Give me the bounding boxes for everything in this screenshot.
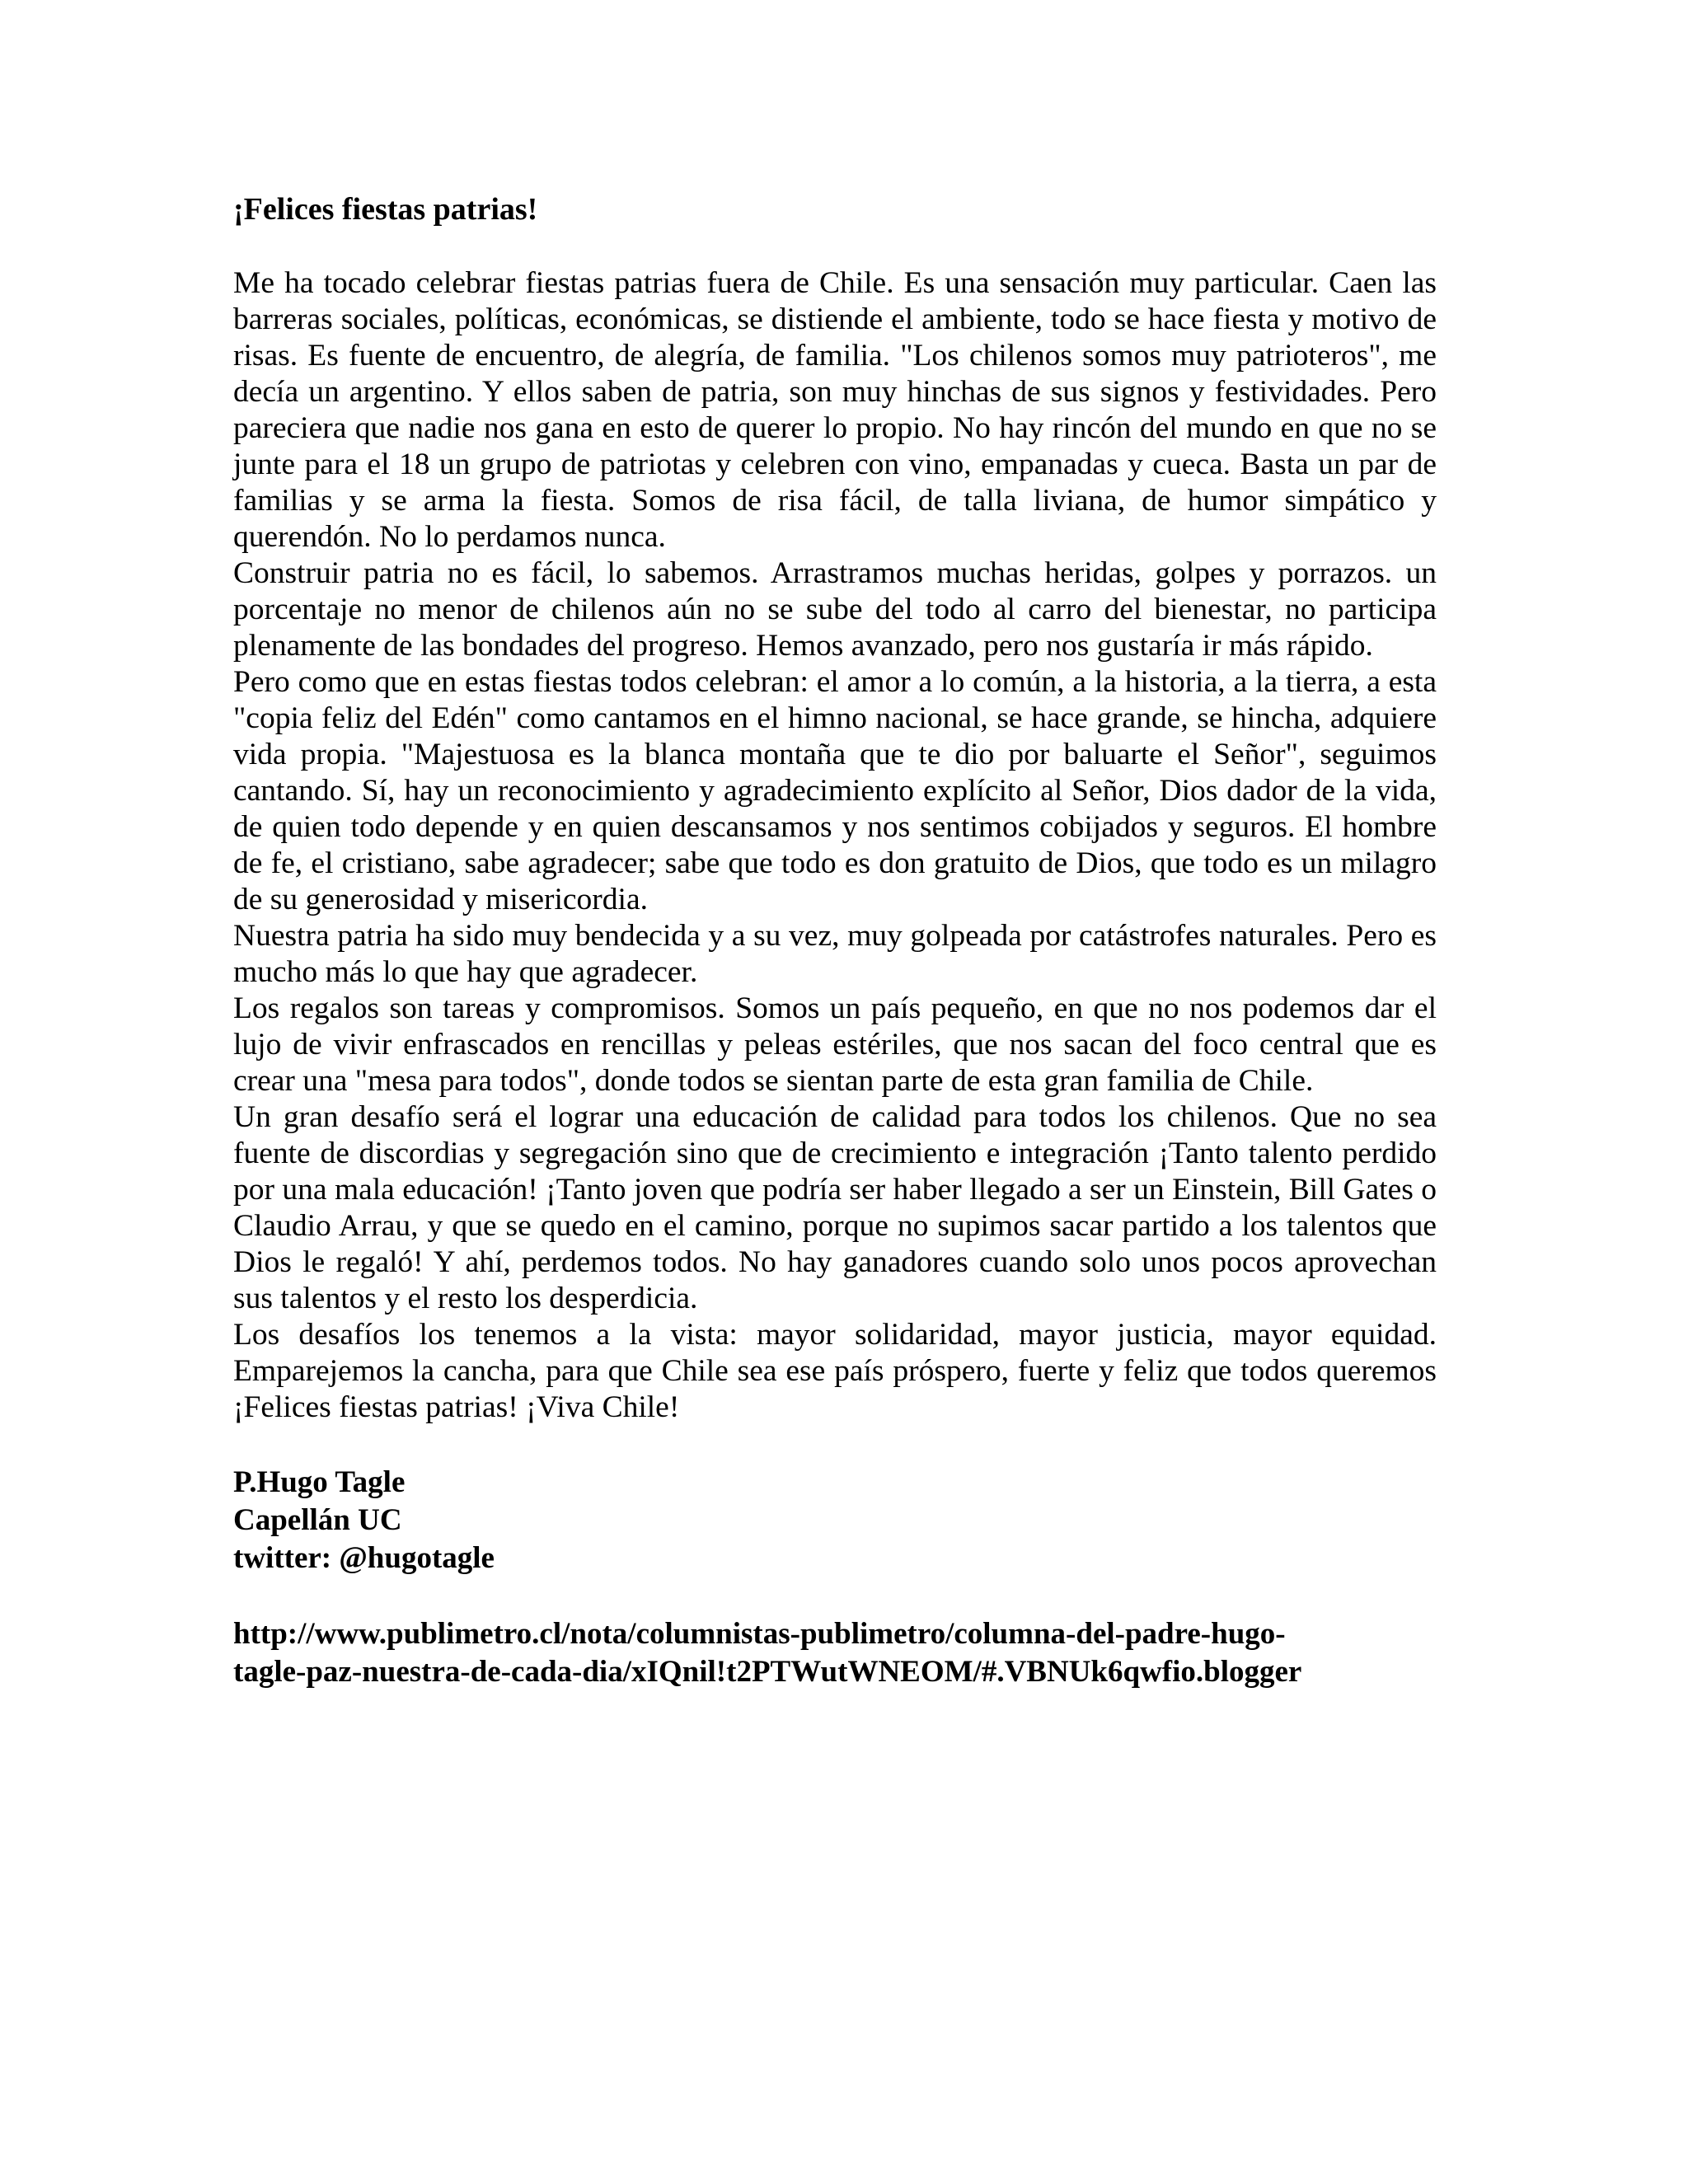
paragraph-1: Me ha tocado celebrar fiestas patrias fuera de Chile. Es una sensación muy particular. Caen las barreras sociales, políticas, económicas, se distiende el ambiente, todo se hace fiesta y motivo de risas. Es fuente de encuentro, de alegría, de familia. "Los chilenos somos muy patrioteros", me decía un argentino. Y ellos saben de patria, son muy hinchas de sus signos y festividades. Pero pareciera que nadie nos gana en esto de querer lo propio. No hay rincón del mundo en que no se junte para el 18 un grupo de patriotas y celebren con vino, empanadas y cueca. Basta un par de familias y se arma la fiesta. Somos de risa fácil, de talla liviana, de humor simpático y querendón. No lo perdamos nunca.: [233, 266, 1437, 554]
source-link-line-2[interactable]: tagle-paz-nuestra-de-cada-dia/xIQnil!t2PTWutWNEOM/#.VBNUk6qwfio.blogger: [233, 1655, 1302, 1689]
source-link[interactable]: [233, 1615, 1404, 1691]
paragraph-6: Un gran desafío será el lograr una educación de calidad para todos los chilenos. Que no sea fuente de discordias y segregación sino que de crecimiento e integración ¡Tanto talento perdido por una mala educación! ¡Tanto joven que podría ser haber llegado a ser un Einstein, Bill Gates o Claudio Arrau, y que se quedo en el camino, porque no supimos sacar partido a los talentos que Dios le regaló! Y ahí, perdemos todos. No hay ganadores cuando solo unos pocos aprovechan sus talentos y el resto los desperdicia.: [233, 1100, 1437, 1315]
author-name: P.Hugo Tagle: [233, 1465, 406, 1499]
author-twitter: twitter: @hugotagle: [233, 1541, 495, 1575]
signature-block: [233, 1464, 1437, 1577]
document-title: ¡Felices fiestas patrias!: [233, 192, 538, 227]
source-link-line-1[interactable]: http://www.publimetro.cl/nota/columnistas-publimetro/columna-del-padre-hugo-: [233, 1617, 1286, 1651]
paragraph-3: Pero como que en estas fiestas todos celebran: el amor a lo común, a la historia, a la tierra, a esta "copia feliz del Edén" como cantamos en el himno nacional, se hace grande, se hincha, adquiere vida propia. "Majestuosa es la blanca montaña que te dio por baluarte el Señor", seguimos cantando. Sí, hay un reconocimiento y agradecimiento explícito al Señor, Dios dador de la vida, de quien todo depende y en quien descansamos y nos sentimos cobijados y seguros. El hombre de fe, el cristiano, sabe agradecer; sabe que todo es don gratuito de Dios, que todo es un milagro de su generosidad y misericordia.: [233, 665, 1437, 916]
document-page: [233, 191, 1437, 1691]
paragraph-4: Nuestra patria ha sido muy bendecida y a su vez, muy golpeada por catástrofes naturales. Pero es mucho más lo que hay que agradecer.: [233, 919, 1437, 989]
paragraph-5: Los regalos son tareas y compromisos. Somos un país pequeño, en que no nos podemos dar el lujo de vivir enfrascados en rencillas y peleas estériles, que nos sacan del foco central que es crear una "mesa para todos", donde todos se sientan parte de esta gran familia de Chile.: [233, 991, 1437, 1098]
article-body: [233, 265, 1437, 1426]
paragraph-2: Construir patria no es fácil, lo sabemos. Arrastramos muchas heridas, golpes y porrazos. un porcentaje no menor de chilenos aún no se sube del todo al carro del bienestar, no participa plenamente de las bondades del progreso. Hemos avanzado, pero nos gustaría ir más rápido.: [233, 556, 1437, 663]
paragraph-7: Los desafíos los tenemos a la vista: mayor solidaridad, mayor justicia, mayor equidad. Emparejemos la cancha, para que Chile sea ese país próspero, fuerte y feliz que todos queremos ¡Felices fiestas patrias! ¡Viva Chile!: [233, 1318, 1437, 1424]
author-role: Capellán UC: [233, 1503, 402, 1537]
